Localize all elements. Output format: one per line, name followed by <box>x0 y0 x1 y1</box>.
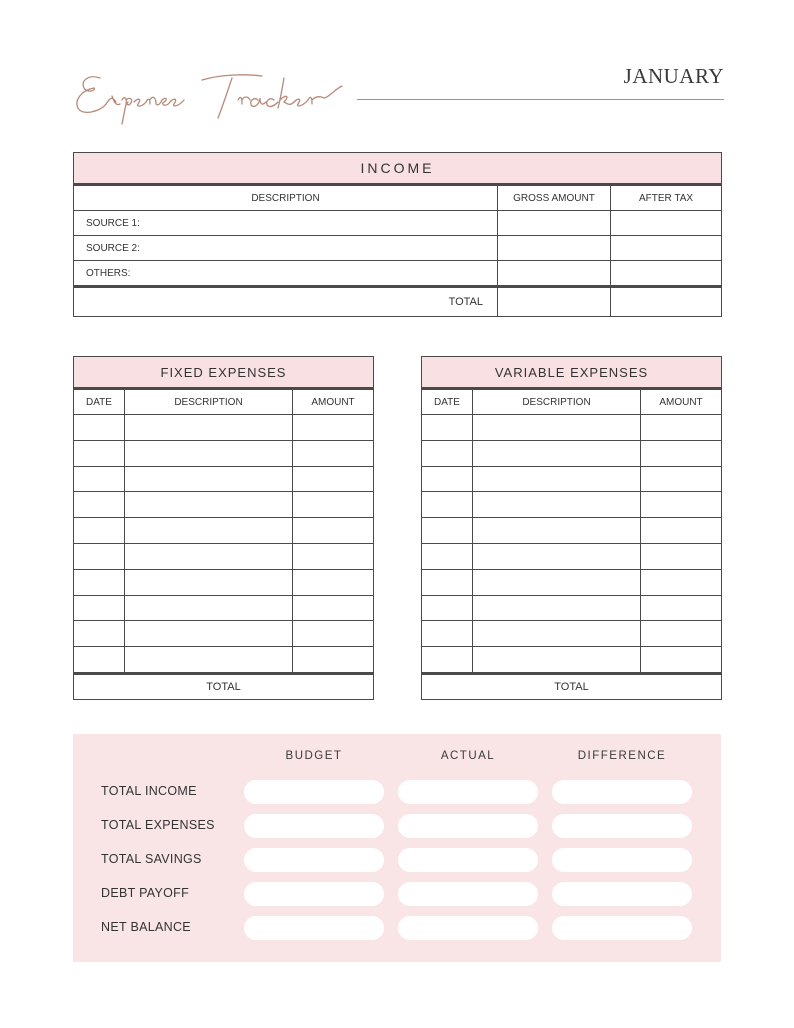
summary-difference-field[interactable] <box>552 814 692 838</box>
variable-expense-date-cell[interactable] <box>422 518 473 544</box>
income-row <box>74 211 722 236</box>
fixed-expense-amount-cell[interactable] <box>293 569 374 595</box>
fixed-expense-description-cell[interactable] <box>125 569 293 595</box>
summary-label-total-savings: TOTAL SAVINGS <box>101 852 202 866</box>
income-row <box>74 236 722 261</box>
fixed-col-date: DATE <box>74 389 125 415</box>
variable-expense-date-cell[interactable] <box>422 492 473 518</box>
variable-expense-amount-cell[interactable] <box>641 569 722 595</box>
variable-expense-amount-cell[interactable] <box>641 595 722 621</box>
variable-expense-date-cell[interactable] <box>422 466 473 492</box>
summary-col-budget: BUDGET <box>285 750 343 762</box>
variable-expense-amount-cell[interactable] <box>641 492 722 518</box>
summary-col-actual: ACTUAL <box>440 750 496 762</box>
fixed-col-description: DESCRIPTION <box>125 389 293 415</box>
fixed-expense-date-cell[interactable] <box>74 466 125 492</box>
fixed-expense-amount-cell[interactable] <box>293 621 374 647</box>
variable-col-description: DESCRIPTION <box>473 389 641 415</box>
variable-expense-row <box>422 518 722 544</box>
fixed-expense-amount-cell[interactable] <box>293 440 374 466</box>
fixed-expense-amount-cell[interactable] <box>293 595 374 621</box>
summary-budget-field[interactable] <box>244 882 384 906</box>
income-gross-cell[interactable] <box>498 236 611 261</box>
variable-expense-description-cell[interactable] <box>473 621 641 647</box>
variable-expense-row <box>422 569 722 595</box>
fixed-expenses-title: FIXED EXPENSES <box>74 357 374 389</box>
summary-actual-field[interactable] <box>398 780 538 804</box>
variable-expense-date-cell[interactable] <box>422 415 473 441</box>
income-col-after-tax: AFTER TAX <box>611 185 722 211</box>
summary-col-difference: DIFFERENCE <box>577 750 667 762</box>
fixed-expense-description-cell[interactable] <box>125 466 293 492</box>
variable-expense-description-cell[interactable] <box>473 440 641 466</box>
income-row <box>74 261 722 287</box>
fixed-expense-date-cell[interactable] <box>74 543 125 569</box>
fixed-expense-description-cell[interactable] <box>125 518 293 544</box>
summary-budget-field[interactable] <box>244 814 384 838</box>
fixed-expense-row <box>74 569 374 595</box>
variable-expense-row <box>422 543 722 569</box>
fixed-total-label: TOTAL <box>74 673 374 699</box>
income-others-label: OTHERS: <box>74 261 498 287</box>
income-table <box>73 152 722 317</box>
income-after-tax-cell[interactable] <box>611 261 722 287</box>
summary-budget-field[interactable] <box>244 848 384 872</box>
income-title: INCOME <box>74 153 722 185</box>
fixed-col-amount: AMOUNT <box>293 389 374 415</box>
variable-expense-row <box>422 492 722 518</box>
fixed-expense-date-cell[interactable] <box>74 518 125 544</box>
fixed-expense-description-cell[interactable] <box>125 440 293 466</box>
summary-actual-field[interactable] <box>398 882 538 906</box>
variable-expense-amount-cell[interactable] <box>641 621 722 647</box>
variable-expense-date-cell[interactable] <box>422 543 473 569</box>
variable-expense-description-cell[interactable] <box>473 647 641 674</box>
fixed-expense-date-cell[interactable] <box>74 440 125 466</box>
income-total-after-tax-cell[interactable] <box>611 287 722 317</box>
variable-expense-description-cell[interactable] <box>473 415 641 441</box>
variable-expense-row <box>422 621 722 647</box>
fixed-expense-description-cell[interactable] <box>125 492 293 518</box>
summary-budget-field[interactable] <box>244 780 384 804</box>
fixed-expense-amount-cell[interactable] <box>293 492 374 518</box>
variable-expense-date-cell[interactable] <box>422 595 473 621</box>
variable-expense-row <box>422 595 722 621</box>
fixed-expense-amount-cell[interactable] <box>293 466 374 492</box>
income-after-tax-cell[interactable] <box>611 211 722 236</box>
fixed-expense-row <box>74 647 374 674</box>
variable-expense-amount-cell[interactable] <box>641 440 722 466</box>
variable-expense-description-cell[interactable] <box>473 543 641 569</box>
fixed-expense-description-cell[interactable] <box>125 621 293 647</box>
summary-difference-field[interactable] <box>552 848 692 872</box>
income-total-gross-cell[interactable] <box>498 287 611 317</box>
income-col-gross-amount: GROSS AMOUNT <box>498 185 611 211</box>
summary-budget-field[interactable] <box>244 916 384 940</box>
summary-panel <box>73 734 721 962</box>
summary-actual-field[interactable] <box>398 848 538 872</box>
fixed-expense-amount-cell[interactable] <box>293 415 374 441</box>
expense-tracker-script-title <box>72 60 362 130</box>
fixed-expense-row <box>74 621 374 647</box>
fixed-expense-date-cell[interactable] <box>74 647 125 674</box>
income-source-1-label: SOURCE 1: <box>74 211 498 236</box>
fixed-expense-description-cell[interactable] <box>125 543 293 569</box>
fixed-expense-date-cell[interactable] <box>74 595 125 621</box>
fixed-expense-amount-cell[interactable] <box>293 647 374 674</box>
variable-expense-row <box>422 647 722 674</box>
summary-difference-field[interactable] <box>552 882 692 906</box>
variable-expense-description-cell[interactable] <box>473 518 641 544</box>
variable-expense-date-cell[interactable] <box>422 621 473 647</box>
variable-expense-amount-cell[interactable] <box>641 647 722 674</box>
fixed-expense-description-cell[interactable] <box>125 647 293 674</box>
income-after-tax-cell[interactable] <box>611 236 722 261</box>
variable-col-amount: AMOUNT <box>641 389 722 415</box>
variable-expense-date-cell[interactable] <box>422 440 473 466</box>
variable-expenses-table <box>421 356 722 700</box>
fixed-expense-date-cell[interactable] <box>74 569 125 595</box>
summary-label-total-expenses: TOTAL EXPENSES <box>101 818 215 832</box>
fixed-expenses-table <box>73 356 374 700</box>
fixed-expense-row <box>74 440 374 466</box>
fixed-expense-row <box>74 466 374 492</box>
variable-expense-amount-cell[interactable] <box>641 415 722 441</box>
variable-expense-description-cell[interactable] <box>473 595 641 621</box>
variable-expense-date-cell[interactable] <box>422 647 473 674</box>
fixed-expense-description-cell[interactable] <box>125 595 293 621</box>
income-col-description: DESCRIPTION <box>74 185 498 211</box>
variable-expense-row <box>422 415 722 441</box>
fixed-expense-date-cell[interactable] <box>74 415 125 441</box>
fixed-expense-row <box>74 595 374 621</box>
variable-expense-row <box>422 466 722 492</box>
summary-label-debt-payoff: DEBT PAYOFF <box>101 886 190 900</box>
variable-expense-amount-cell[interactable] <box>641 518 722 544</box>
income-gross-cell[interactable] <box>498 261 611 287</box>
income-source-2-label: SOURCE 2: <box>74 236 498 261</box>
fixed-expense-row <box>74 543 374 569</box>
summary-difference-field[interactable] <box>552 780 692 804</box>
variable-expense-row <box>422 440 722 466</box>
income-gross-cell[interactable] <box>498 211 611 236</box>
fixed-expense-row <box>74 415 374 441</box>
fixed-expense-date-cell[interactable] <box>74 492 125 518</box>
variable-expense-description-cell[interactable] <box>473 492 641 518</box>
variable-total-label: TOTAL <box>422 673 722 699</box>
summary-difference-field[interactable] <box>552 916 692 940</box>
summary-label-net-balance: NET BALANCE <box>101 920 191 934</box>
fixed-expense-date-cell[interactable] <box>74 621 125 647</box>
summary-label-total-income: TOTAL INCOME <box>101 784 197 798</box>
variable-expense-description-cell[interactable] <box>473 569 641 595</box>
variable-expense-date-cell[interactable] <box>422 569 473 595</box>
variable-expense-description-cell[interactable] <box>473 466 641 492</box>
fixed-expense-amount-cell[interactable] <box>293 518 374 544</box>
month-label: JANUARY <box>623 64 724 88</box>
variable-expense-amount-cell[interactable] <box>641 543 722 569</box>
fixed-expense-amount-cell[interactable] <box>293 543 374 569</box>
summary-actual-field[interactable] <box>398 916 538 940</box>
summary-actual-field[interactable] <box>398 814 538 838</box>
header-rule <box>357 99 724 100</box>
variable-col-date: DATE <box>422 389 473 415</box>
fixed-expense-description-cell[interactable] <box>125 415 293 441</box>
variable-expense-amount-cell[interactable] <box>641 466 722 492</box>
variable-expenses-title: VARIABLE EXPENSES <box>422 357 722 389</box>
fixed-expense-row <box>74 492 374 518</box>
fixed-expense-row <box>74 518 374 544</box>
income-total-label: TOTAL <box>74 287 498 317</box>
